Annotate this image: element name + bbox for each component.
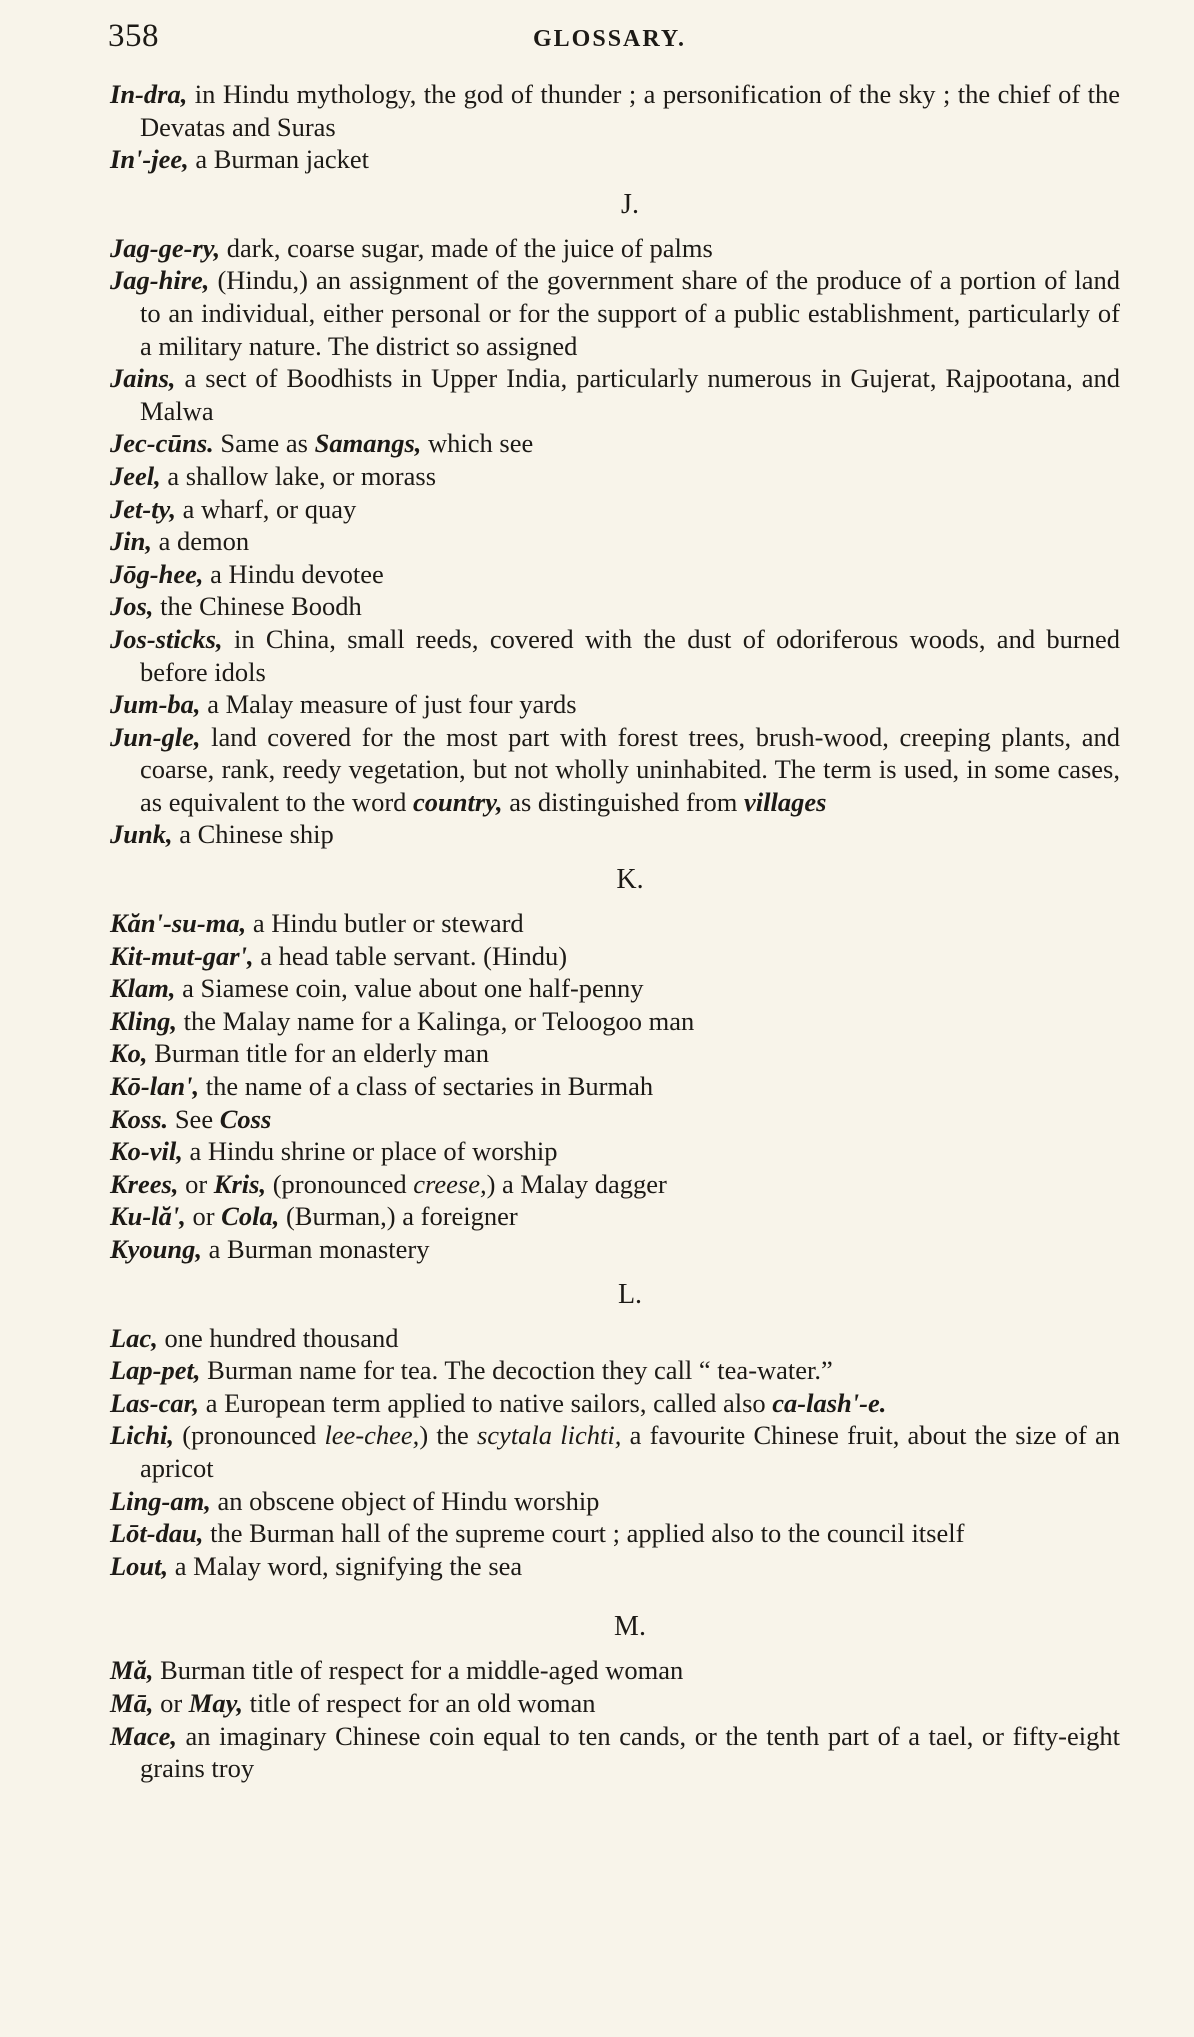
glossary-entry (110, 1103, 1120, 1136)
entry-definition: Burman title for an elderly man (147, 1038, 490, 1069)
entry-definition: (Hindu,) an assignment of the government share of the produce of a portion of land to an individual, either personal or for the support of a public establishment, particularly of a military nature. The district so assigned (140, 265, 1120, 361)
italic-word: country, (413, 786, 503, 817)
entry-term: Kit-mut-gar', (110, 940, 254, 971)
entry-term: Krees, (110, 1168, 179, 1199)
entry-definition: a Burman jacket (188, 144, 370, 175)
entry-definition: the Burman hall of the supreme court ; applied also to the council itself (203, 1518, 965, 1549)
entry-term: Lap-pet, (110, 1355, 201, 1386)
entry-definition: a demon (151, 526, 250, 557)
glossary-entry (110, 1168, 1120, 1201)
entry-definition: a Malay measure of just four yards (200, 689, 577, 720)
glossary-entry (110, 1135, 1120, 1168)
section-m (110, 1610, 1120, 1784)
glossary-entry (110, 940, 1120, 973)
entry-definition: in Hindu mythology, the god of thunder ; a personification of the sky ; the chief of the Devatas and Suras (140, 79, 1120, 142)
entry-term: Jin, (110, 526, 152, 557)
entry-definition: or (153, 1687, 189, 1718)
entry-definition: an imaginary Chinese coin equal to ten cands, or the tenth part of a tael, or fifty-eight grains troy (140, 1720, 1120, 1784)
entry-definition-cont: ) a Malay dagger (486, 1168, 667, 1199)
entry-term: Jos, (110, 591, 154, 622)
glossary-entry (110, 1005, 1120, 1038)
section-j (110, 188, 1120, 851)
entry-term: Jag-hire, (110, 265, 210, 296)
entry-definition: (pronounced (174, 1420, 325, 1451)
entry-definition-cont: which see (421, 428, 534, 459)
glossary-entry (110, 558, 1120, 591)
italic-word: May, (188, 1687, 243, 1718)
glossary-entry (110, 1419, 1120, 1484)
entry-definition-cont: (Burman,) a foreigner (279, 1201, 518, 1232)
glossary-entry (110, 143, 1120, 176)
entry-definition: or (185, 1201, 222, 1232)
entry-definition-cont: ) the (419, 1420, 477, 1451)
entry-term: Jet-ty, (110, 493, 176, 524)
entry-term: Jun-gle, (110, 721, 201, 752)
page-header (108, 18, 1118, 64)
entry-definition-cont: a favourite Chinese fruit, about the size of an apricot (140, 1420, 1121, 1483)
section-k (110, 863, 1120, 1266)
entry-definition: See (168, 1103, 220, 1134)
italic-word: Kris, (213, 1168, 267, 1199)
entry-term: Jag-ge-ry, (110, 232, 221, 263)
glossary-entry (110, 972, 1120, 1005)
section-letter-j: J. (621, 188, 639, 220)
entry-term: Jains, (110, 363, 176, 394)
entry-term: Kăn'-su-ma, (110, 908, 247, 939)
glossary-body (110, 78, 1120, 1785)
entry-definition-cont: title of respect for an old woman (243, 1687, 596, 1718)
entry-definition: the Chinese Boodh (153, 591, 362, 622)
glossary-entry (110, 460, 1120, 493)
glossary-entry (110, 688, 1120, 721)
entry-definition: a sect of Boodhists in Upper India, particularly numerous in Gujerat, Rajpootana, and Malwa (140, 363, 1120, 426)
entry-definition: a Malay word, signifying the sea (168, 1550, 523, 1581)
glossary-entry (110, 1687, 1120, 1720)
entry-term: Junk, (110, 819, 173, 850)
italic-word: ca-lash'-e. (772, 1387, 887, 1418)
entry-definition: a Hindu shrine or place of worship (182, 1136, 558, 1167)
glossary-entry (110, 1354, 1120, 1387)
entry-term: Jeel, (110, 460, 161, 491)
section-letter-m: M. (614, 1611, 646, 1643)
entry-definition: a Burman monastery (202, 1234, 430, 1264)
entry-term: Ku-lă', (110, 1201, 186, 1232)
entry-term: Mace, (110, 1720, 177, 1751)
entry-definition: one hundred thousand (157, 1322, 399, 1353)
glossary-entry (110, 264, 1120, 362)
entry-definition: in China, small reeds, covered with the dust of odoriferous woods, and burned before idols (140, 623, 1120, 687)
entry-definition: a Hindu butler or steward (246, 908, 524, 939)
entry-term: Mă, (110, 1655, 154, 1686)
entry-definition: a European term applied to native sailors, called also (199, 1387, 773, 1418)
glossary-entry (110, 525, 1120, 558)
cross-reference: Samangs, (314, 428, 422, 459)
glossary-entry (110, 1233, 1120, 1266)
entry-term: Lout, (110, 1550, 169, 1581)
italic-word: Cola, (221, 1201, 280, 1232)
entry-definition: the Malay name for a Kalinga, or Teloogoo man (177, 1005, 695, 1036)
entry-term: In'-jee, (110, 144, 189, 175)
glossary-entry (110, 1720, 1120, 1785)
entry-definition: the name of a class of sectaries in Burmah (199, 1071, 654, 1102)
section-letter-l: L. (617, 1278, 643, 1310)
entry-term: Lichi, (110, 1420, 175, 1451)
entry-term: Klam, (110, 973, 176, 1004)
glossary-entry (110, 1485, 1120, 1518)
glossary-entry (110, 1200, 1120, 1233)
glossary-entry (110, 493, 1120, 526)
entry-term: Lōt-dau, (110, 1518, 204, 1549)
entry-term: Ko-vil, (110, 1136, 183, 1167)
glossary-entry (110, 1037, 1120, 1070)
entry-term: Jum-ba, (110, 689, 201, 720)
glossary-entry (110, 623, 1120, 688)
glossary-entry (110, 1387, 1120, 1420)
entry-definition: a shallow lake, or morass (160, 460, 437, 491)
glossary-entry (110, 590, 1120, 623)
glossary-entry (110, 907, 1120, 940)
italic-word: lee-chee, (324, 1420, 420, 1451)
entry-term: Jōg-hee, (110, 558, 204, 589)
section-i (110, 78, 1120, 176)
glossary-entry (110, 1517, 1120, 1550)
entry-term: Ling-am, (110, 1485, 211, 1516)
running-title: GLOSSARY. (533, 26, 686, 52)
italic-word: villages (744, 786, 827, 817)
entry-definition: Burman name for tea. The decoction they call “ tea-water.” (200, 1355, 833, 1386)
entry-term: In-dra, (110, 79, 188, 109)
page-number: 358 (108, 18, 159, 54)
entry-definition: Burman title of respect for a middle-aged woman (153, 1655, 684, 1686)
glossary-entry (110, 818, 1120, 851)
entry-definition: Same as (213, 428, 315, 459)
entry-definition: a head table servant. (Hindu) (253, 940, 568, 971)
cross-reference: Coss (219, 1103, 272, 1134)
entry-definition: dark, coarse sugar, made of the juice of palms (220, 232, 713, 263)
entry-term: Jec-cūns. (110, 428, 214, 459)
entry-definition: a Hindu devotee (203, 558, 384, 589)
entry-definition: land covered for the most part with forest trees, brush-wood, creeping plants, and coarse, rank, reedy vegetation, but not wholly uninhabited. The term is used, in some cases, as equivalent to the word (140, 721, 1120, 817)
entry-term: Ko, (110, 1038, 148, 1069)
entry-term: Lac, (110, 1322, 158, 1353)
entry-definition: a Siamese coin, value about one half-penny (175, 973, 644, 1004)
entry-term: Mā, (110, 1687, 154, 1718)
entry-definition: a wharf, or quay (175, 493, 357, 524)
entry-term: Kō-lan', (110, 1071, 200, 1102)
italic-word: creese, (413, 1168, 487, 1199)
glossary-entry (110, 1550, 1120, 1583)
glossary-entry (110, 427, 1120, 460)
entry-definition-cont: (pronounced (266, 1168, 414, 1199)
glossary-entry (110, 232, 1120, 265)
entry-definition-cont: as distinguished from (502, 786, 745, 817)
entry-definition: an obscene object of Hindu worship (210, 1485, 600, 1516)
glossary-entry (110, 78, 1120, 143)
glossary-entry (110, 1654, 1120, 1687)
entry-term: Las-car, (110, 1387, 200, 1418)
entry-term: Kyoung, (110, 1234, 203, 1264)
glossary-entry (110, 721, 1120, 819)
entry-term: Jos-sticks, (110, 623, 223, 654)
entry-term: Koss. (110, 1103, 169, 1134)
glossary-entry (110, 362, 1120, 427)
section-l (110, 1278, 1120, 1583)
entry-term: Kling, (110, 1005, 178, 1036)
entry-definition: or (178, 1168, 214, 1199)
italic-word: scytala lichti, (476, 1420, 622, 1451)
section-letter-k: K. (616, 864, 644, 896)
glossary-entry (110, 1322, 1120, 1355)
entry-definition: a Chinese ship (172, 819, 334, 850)
glossary-entry (110, 1070, 1120, 1103)
